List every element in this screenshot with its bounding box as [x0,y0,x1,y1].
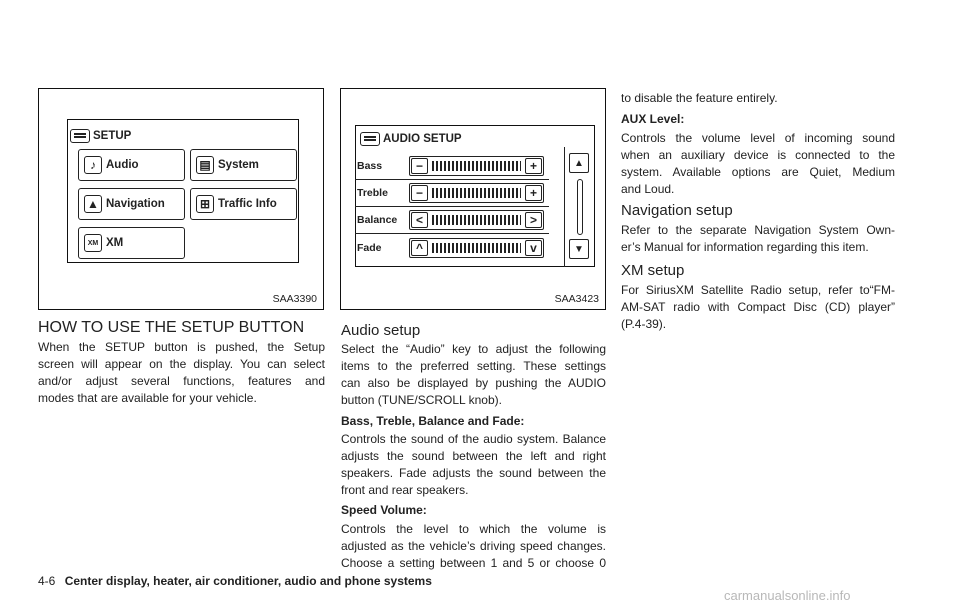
body-line: AM-SAT radio with Compact Disc (CD) player” [621,300,895,314]
body-line: adjusted as the vehicle’s driving speed changes. [341,539,606,553]
page-footer [38,574,432,588]
bass-row: Bass − + [355,153,549,180]
scroll-up-button[interactable]: ▲ [569,153,589,173]
traffic-info-button[interactable]: ⊞ Traffic Info [190,188,297,220]
bass-minus-button[interactable]: − [411,158,428,174]
body-line: button (TUNE/SCROLL knob). [341,393,502,407]
treble-minus-button[interactable]: − [411,185,428,201]
body-line: For SiriusXM Satellite Radio setup, refer to“FM- [621,283,895,297]
music-note-icon: ♪ [84,156,102,174]
treble-row: Treble − + [355,180,549,207]
scrollbar[interactable] [564,147,595,267]
body-line: When the SETUP button is pushed, the Setup [38,340,325,354]
treble-plus-button[interactable]: + [525,185,542,201]
body-line: Refer to the separate Navigation System Own- [621,223,895,237]
treble-slider[interactable] [409,183,544,203]
figure-id: SAA3390 [272,293,317,305]
watermark: carmanualsonline.info [724,588,851,603]
balance-slider[interactable] [409,210,544,230]
bass-plus-button[interactable]: + [525,158,542,174]
scroll-down-button[interactable]: ▼ [569,239,589,259]
audio-button[interactable]: ♪ Audio [78,149,185,181]
traffic-info-icon: ⊞ [196,195,214,213]
navigation-setup-heading: Navigation setup [621,202,733,219]
setup-screen [67,119,299,263]
level-ticks [432,215,521,225]
body-line: Controls the sound of the audio system. Balance [341,432,606,446]
xm-setup-heading: XM setup [621,262,685,279]
setup-figure [38,88,324,310]
body-line: and/or adjust several functions, features and [38,374,325,388]
scroll-track[interactable] [577,179,583,235]
setup-icon [360,132,380,146]
balance-row: Balance < > [355,207,549,234]
fade-rear-button[interactable]: v [525,240,542,256]
body-line: er’s Manual for information regarding this item. [621,240,869,254]
body-line: to disable the feature entirely. [621,91,778,105]
level-ticks [432,243,521,253]
body-line: Choose a setting between 1 and 5 or choose 0 [341,556,606,570]
body-line: adjusts the sound between the left and right [341,449,606,463]
body-line: (P.4-39). [621,317,667,331]
setup-button-heading: HOW TO USE THE SETUP BUTTON [38,319,305,336]
audio-setup-title: AUDIO SETUP [360,132,462,146]
subheading: Speed Volume: [341,503,427,517]
figure-id: SAA3423 [554,293,599,305]
level-ticks [432,161,521,171]
balance-right-button[interactable]: > [525,212,542,228]
navigation-icon: ▲ [84,195,102,213]
system-icon: ▤ [196,156,214,174]
body-line: and Loud. [621,182,675,196]
body-line: Controls the volume level of incoming sound [621,131,895,145]
body-line: Controls the level to which the volume is [341,522,606,536]
bass-slider[interactable] [409,156,544,176]
fade-slider[interactable] [409,238,544,258]
balance-left-button[interactable]: < [411,212,428,228]
body-line: screen will appear on the display. You can select [38,357,325,371]
fade-front-button[interactable]: ^ [411,240,428,256]
audio-setup-heading: Audio setup [341,322,421,339]
section-title: Center display, heater, air conditioner, audio and phone systems [64,574,432,588]
subheading: AUX Level: [621,112,685,126]
page-number: 4-6 [38,574,56,588]
body-line: modes that are available for your vehicle. [38,391,257,405]
body-line: speakers. Fade adjusts the sound between the [341,466,606,480]
system-button[interactable]: ▤ System [190,149,297,181]
level-ticks [432,188,521,198]
setup-icon [70,129,90,143]
subheading: Bass, Treble, Balance and Fade: [341,414,525,428]
setup-title: SETUP [70,129,131,143]
fade-row: Fade ^ v [355,235,549,261]
body-line: Select the “Audio” key to adjust the following [341,342,606,356]
body-line: front and rear speakers. [341,483,469,497]
audio-setup-figure [340,88,606,310]
xm-button[interactable]: XM XM [78,227,185,259]
body-line: can also be displayed by pushing the AUDIO [341,376,606,390]
xm-icon: XM [84,234,102,252]
body-line: items to the preferred setting. These settings [341,359,606,373]
body-line: system. Available options are Quiet, Medium [621,165,895,179]
navigation-button[interactable]: ▲ Navigation [78,188,185,220]
body-line: when an auxiliary device is connected to the [621,148,895,162]
